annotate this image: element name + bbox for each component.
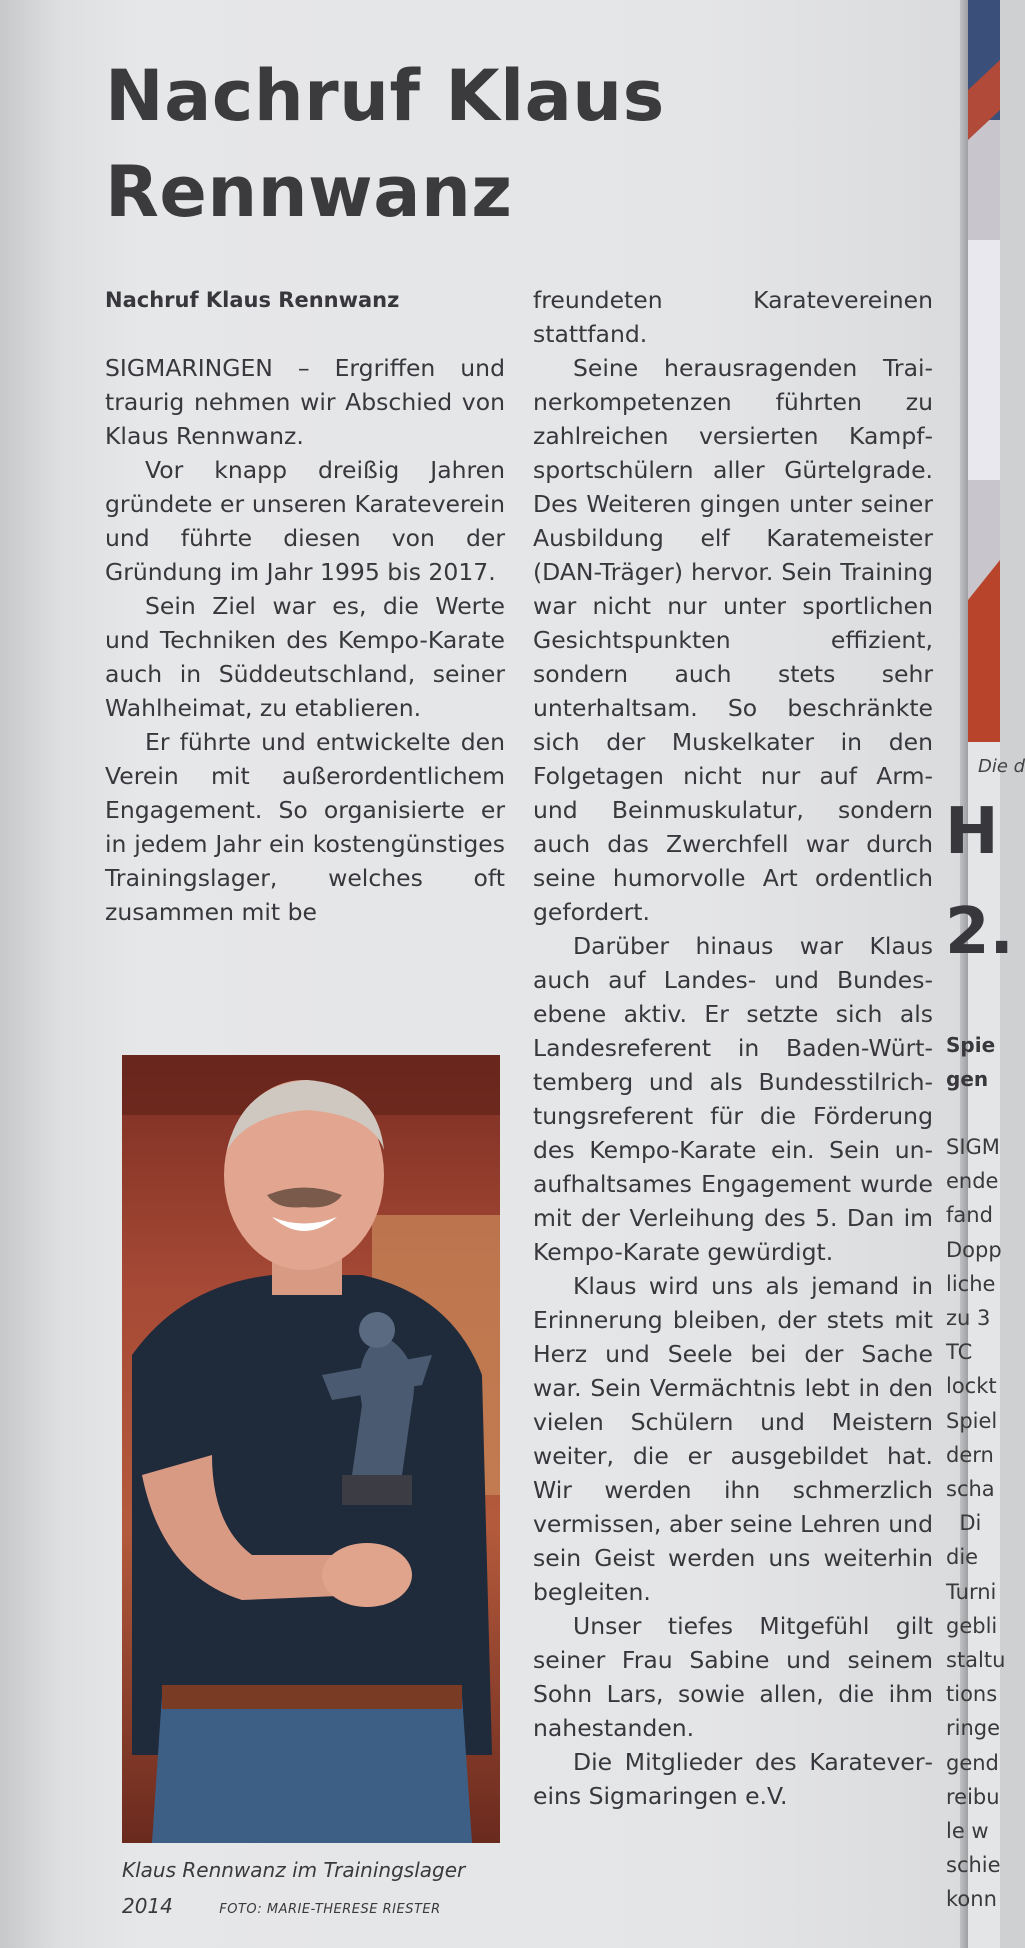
article-column-1 xyxy=(105,283,505,929)
adjacent-headline-1: H xyxy=(945,795,999,869)
signature-line: Die Mitglieder des Karatevereins Sigmaringen e.V. xyxy=(533,1748,933,1810)
paragraph-7: Darüber hinaus war Klaus auch auf Landes- und Bundesebene aktiv. Er setzte sich als Landesreferent in Baden-Württemberg und als Bundesstilrichtungsreferent für die Förderung des Kempo-Karate ein. Sein unaufhaltsames Engagement wurde mit der Verleihung des 5. Dan im Kempo-Karate gewürdigt. xyxy=(533,932,933,1266)
photo-caption: Klaus Rennwanz im Trainingslager 2014 xyxy=(122,1858,466,1918)
adjacent-headline-2: 2. xyxy=(945,895,1014,969)
paragraph-9: Unser tiefes Mitgefühl gilt seiner Frau Sabine und seinem Sohn Lars, sowie allen, die ihm nahestanden. xyxy=(533,1612,933,1742)
paragraph-5: freundeten Karatevereinen stattfand. xyxy=(533,286,933,348)
paragraph-1: SIGMARINGEN – Ergriffen und traurig nehmen wir Abschied von Klaus Rennwanz. xyxy=(105,354,505,450)
article-subhead: Nachruf Klaus Rennwanz xyxy=(105,288,400,312)
photo-klaus-rennwanz xyxy=(122,1055,500,1843)
article-column-2 xyxy=(533,283,933,1813)
paragraph-6: Seine herausragenden Trainerkompetenzen führten zu zahlreichen versierten Kampfsportschülern aller Gürtelgrade. Des Weiteren gingen unter seiner Ausbildung elf Karatemeister (DAN-Träger) hervor. Sein Training war nicht nur unter sportlichen Gesichtspunkten effizient, sondern auch stets sehr unterhaltsam. So beschränkte sich der Muskelkater in den Folgetagen nicht nur auf Arm- und Beinmuskulatur, sondern auch das Zwerchfell war durch seine humorvolle Art ordentlich gefordert. xyxy=(533,354,933,926)
article-headline: Nachruf Klaus Rennwanz xyxy=(105,55,665,233)
adjacent-subhead-1: Spie xyxy=(946,1033,996,1057)
adjacent-photo xyxy=(968,0,1000,742)
adjacent-photo-caption: Die d xyxy=(978,756,1025,777)
adjacent-subhead-2: gen xyxy=(946,1067,989,1091)
photo-credit: FOTO: MARIE-THERESE RIESTER xyxy=(219,1902,441,1917)
paragraph-2: Vor knapp dreißig Jahren gründete er unseren Karateverein und führte diesen von der Gründung im Jahr 1995 bis 2017. xyxy=(105,456,505,586)
paragraph-3: Sein Ziel war es, die Werte und Techniken des Kempo-Karate auch in Süddeutschland, seiner Wahlheimat, zu etablieren. xyxy=(105,592,505,722)
paragraph-8: Klaus wird uns als jemand in Erinnerung bleiben, der stets mit Herz und Seele bei der Sache war. Sein Vermächtnis lebt in den vielen Schülern und Meistern weiter, die er ausgebildet hat. Wir werden ihn schmerzlich vermissen, aber seine Lehren und sein Geist werden uns weiterhin begleiten. xyxy=(533,1272,933,1606)
article-photo xyxy=(122,1055,500,1843)
adjacent-body-text: SIGM ende fand Dopp liche zu 3 TC lockt Spiel dern scha Di die Turni gebli staltu tions ringe gend reibu le w schie konn xyxy=(946,1135,1006,1912)
photo-caption-block xyxy=(122,1852,512,1928)
paragraph-4: Er führte und entwickelte den Verein mit außerordentlichem Engagement. So organisierte er in jedem Jahr ein kostengünstiges Trainingslager, welches oft zusammen mit be xyxy=(105,728,505,926)
